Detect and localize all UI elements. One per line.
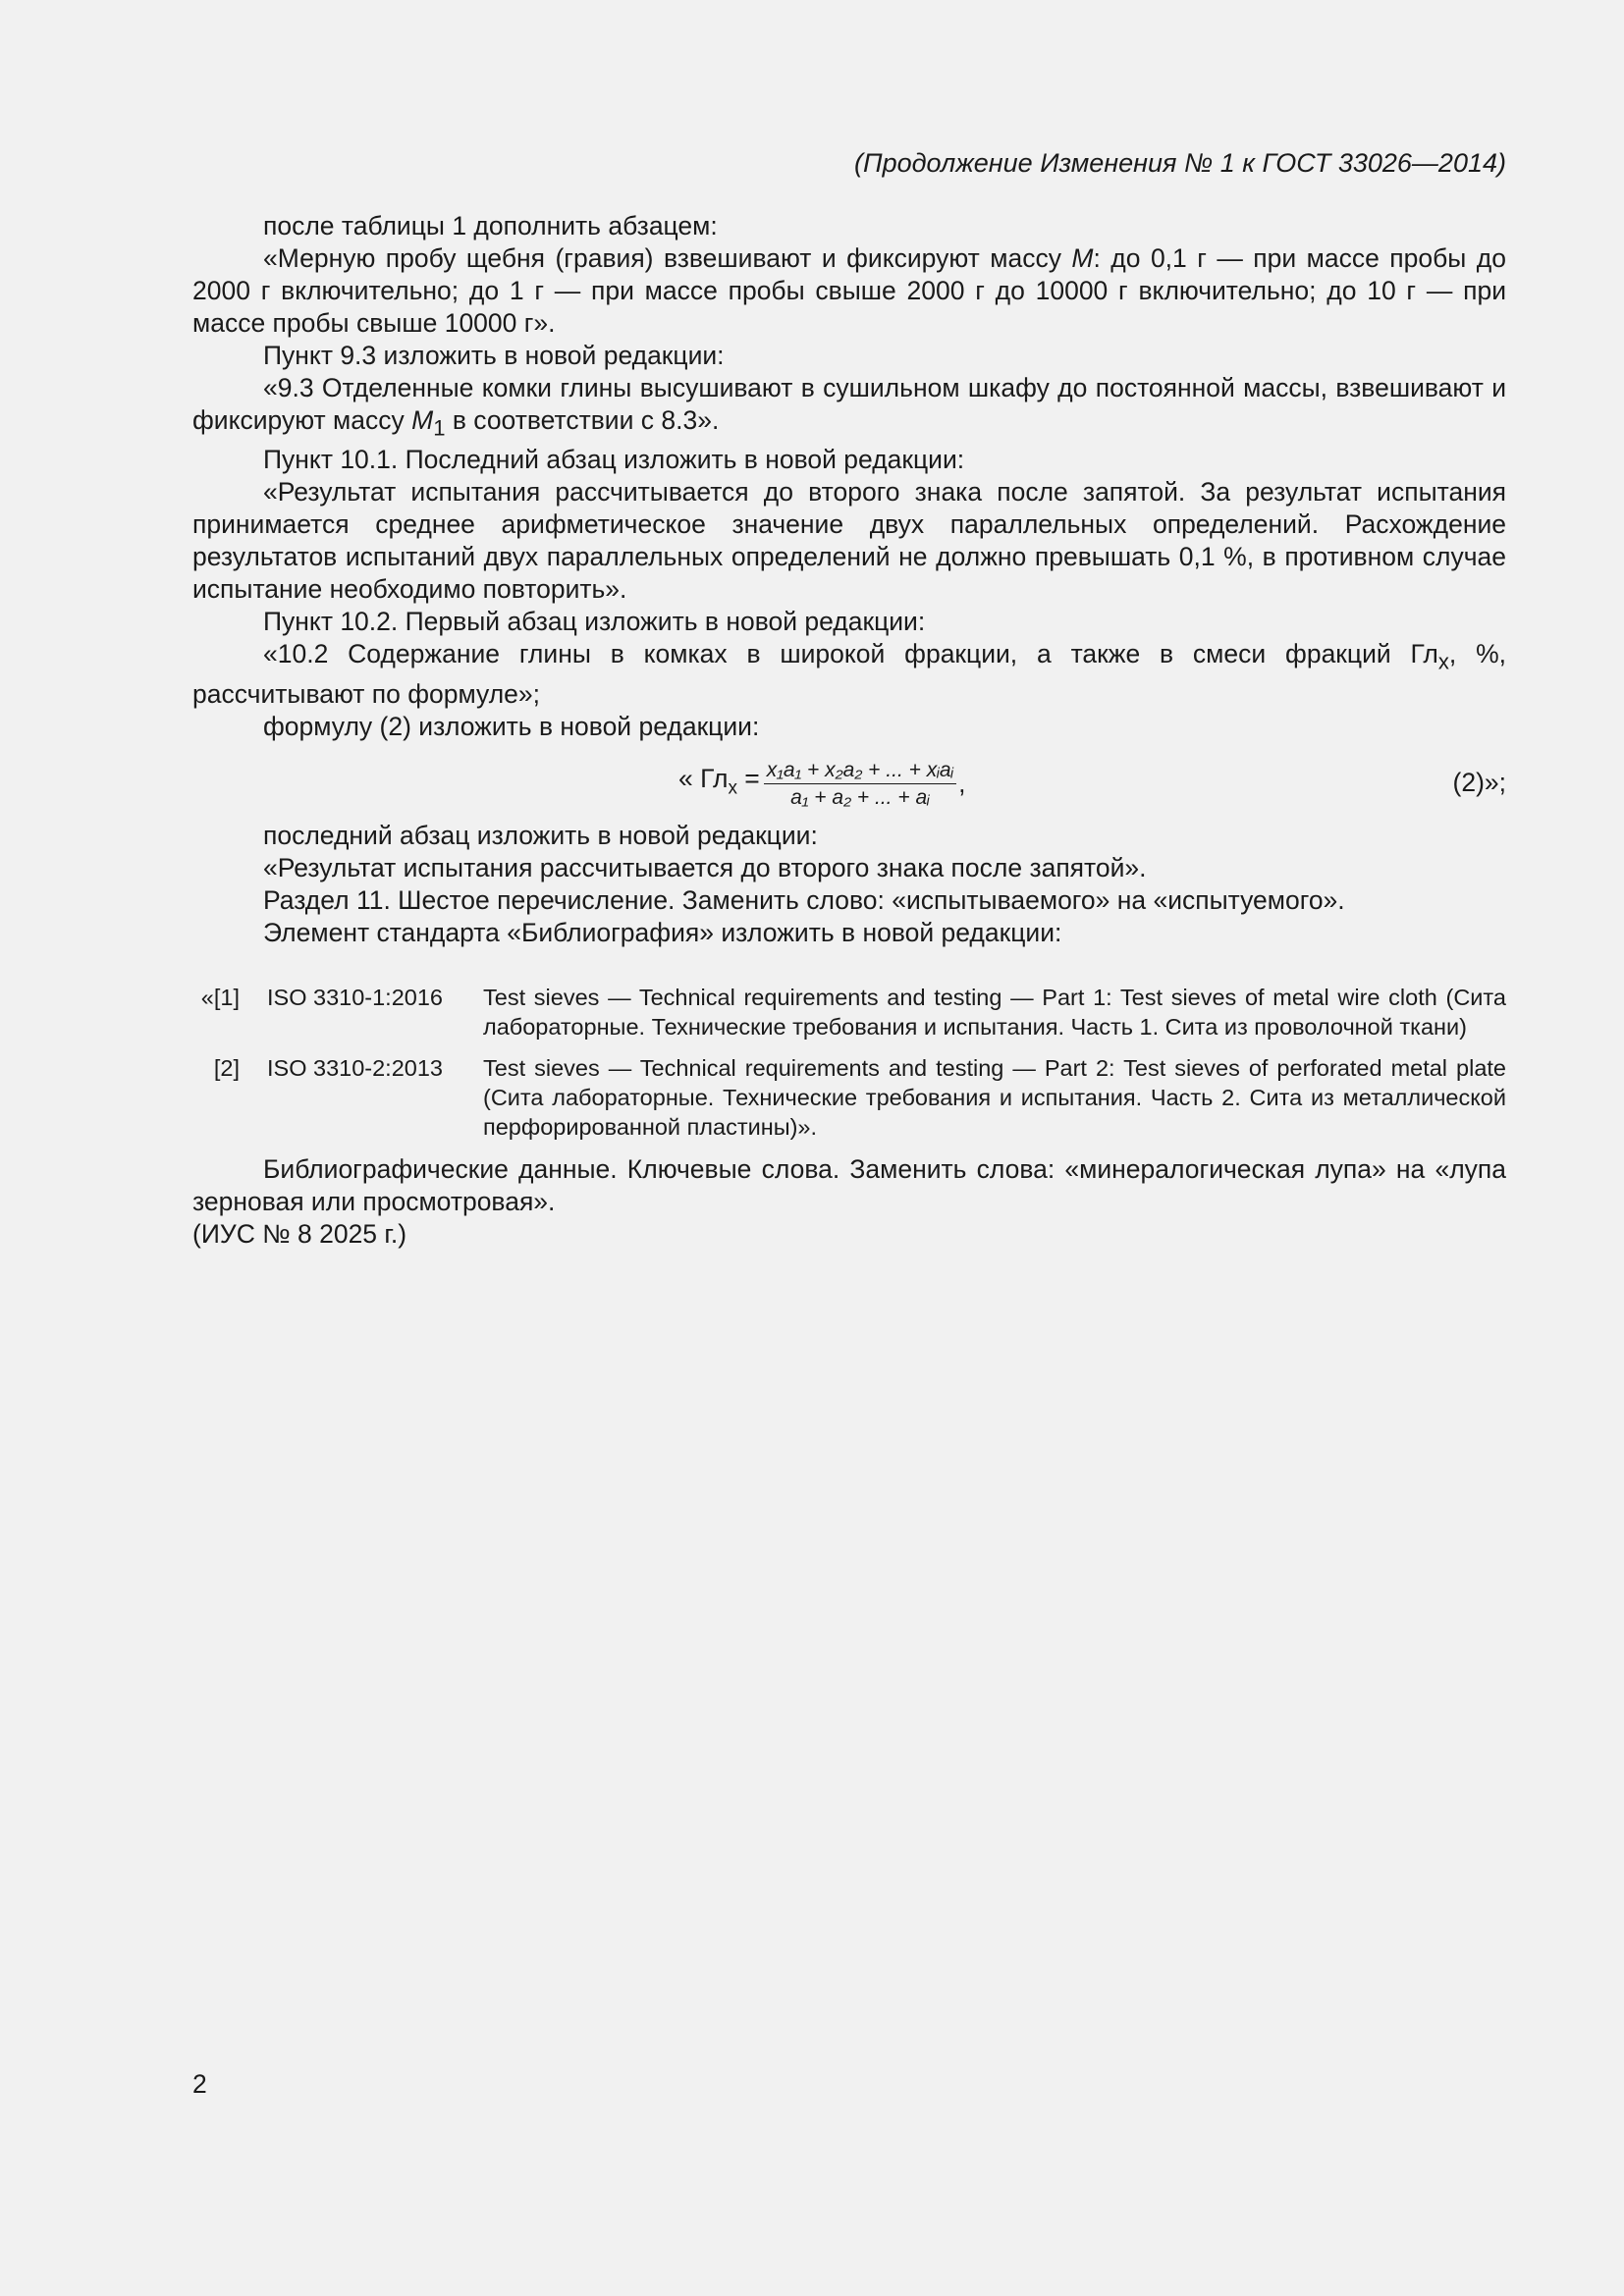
symbol-m: M	[1071, 243, 1094, 273]
paragraph-after-table: после таблицы 1 дополнить абзацем:	[263, 211, 718, 240]
text-run: «9.3 Отделенные комки глины высушивают в сушильном шкафу до постоянной массы, взвешивают и фиксируют массу	[192, 373, 1506, 435]
bibliography-entry	[192, 1053, 1506, 1142]
formula-lhs	[678, 763, 760, 804]
paragraph-clause-9-3: Пункт 9.3 изложить в новой редакции:	[263, 341, 725, 370]
text-run: в соответствии с 8.3».	[445, 405, 720, 435]
formula-fraction	[764, 757, 956, 811]
formula-comma: ,	[958, 768, 966, 798]
paragraph-keywords: Библиографические данные. Ключевые слова. Заменить слова: «минералогическая лупа» на «лупа зерновая или просмотровая».	[192, 1153, 1506, 1216]
bibliography-text: Test sieves — Technical requirements and testing — Part 1: Test sieves of metal wire cloth (Сита лабораторные. Технические требования и испытания. Часть 1. Сита из проволочной ткани)	[483, 984, 1506, 1040]
formula-expression	[678, 757, 966, 811]
page-header: (Продолжение Изменения № 1 к ГОСТ 33026—2014)	[854, 148, 1506, 178]
paragraph-10-2-text	[192, 638, 1506, 710]
formula-open: « Гл	[678, 763, 729, 793]
symbol-glx-sub: x	[1437, 649, 1449, 674]
bibliography-index: [2]	[213, 1054, 240, 1081]
paragraph-mass-sample	[192, 242, 1506, 340]
ius-reference: (ИУС № 8 2025 г.)	[192, 1218, 407, 1249]
bibliography-list	[192, 983, 1506, 1142]
bibliography-code: ISO 3310-1:2016	[267, 984, 443, 1010]
text-run: , %, рассчитывают по формуле»;	[192, 639, 1507, 709]
paragraph-clause-10-1: Пункт 10.1. Последний абзац изложить в новой редакции:	[263, 445, 965, 475]
paragraph-result-text: «Результат испытания рассчитывается до второго знака после запятой».	[263, 852, 1147, 882]
symbol-m1-sub: 1	[433, 415, 446, 441]
formula-number: (2)»;	[1452, 767, 1506, 797]
formula-2	[192, 751, 1506, 820]
paragraph-clause-10-2: Пункт 10.2. Первый абзац изложить в новой редакции:	[263, 607, 926, 637]
formula-lhs-sub: x	[728, 777, 737, 799]
symbol-m1: M	[411, 405, 434, 435]
bibliography-entry	[192, 983, 1506, 1041]
formula-denominator: a₁ + a₂ + ... + aᵢ	[790, 785, 930, 809]
paragraph-9-3-text	[192, 372, 1506, 444]
bibliography-index: «[1]	[200, 984, 240, 1010]
text-run: «Мерную пробу щебня (гравия) взвешивают и фиксируют массу	[263, 243, 1072, 273]
paragraph-bibliography-intro: Элемент стандарта «Библиография» изложить в новой редакции:	[263, 917, 1062, 947]
page-number: 2	[192, 2069, 207, 2099]
document-body	[192, 210, 1506, 1251]
text-run: «10.2 Содержание глины в комках в широкой фракции, а также в смеси фракций Гл	[263, 639, 1438, 669]
text-run: : до 0,1 г — при массе пробы до 2000 г включительно; до 1 г — при массе пробы свыше 2000 г до 10000 г включительно; до 10 г — при массе пробы свыше 10000 г».	[192, 243, 1506, 338]
paragraph-section-11: Раздел 11. Шестое перечисление. Заменить слово: «испытываемого» на «испытуемого».	[263, 884, 1345, 915]
bibliography-code: ISO 3310-2:2013	[267, 1054, 443, 1081]
paragraph-10-1-text: «Результат испытания рассчитывается до второго знака после запятой. За результат испытания принимается среднее арифметическое значение двух параллельных определений. Расхождение результатов испытаний двух параллельных определений не должно превышать 0,1 %, в противном случае испытание необходимо повторить».	[192, 477, 1506, 605]
bibliography-text: Test sieves — Technical requirements and testing — Part 2: Test sieves of perforated metal plate (Сита лабораторные. Технические требования и испытания. Часть 2. Сита из металлической перфорированной пластины)».	[483, 1054, 1506, 1140]
paragraph-last-abzac: последний абзац изложить в новой редакции:	[263, 820, 818, 850]
formula-numerator: x₁a₁ + x₂a₂ + ... + xᵢaᵢ	[764, 757, 956, 784]
formula-equals: =	[736, 763, 760, 793]
paragraph-formula-intro: формулу (2) изложить в новой редакции:	[263, 711, 760, 741]
